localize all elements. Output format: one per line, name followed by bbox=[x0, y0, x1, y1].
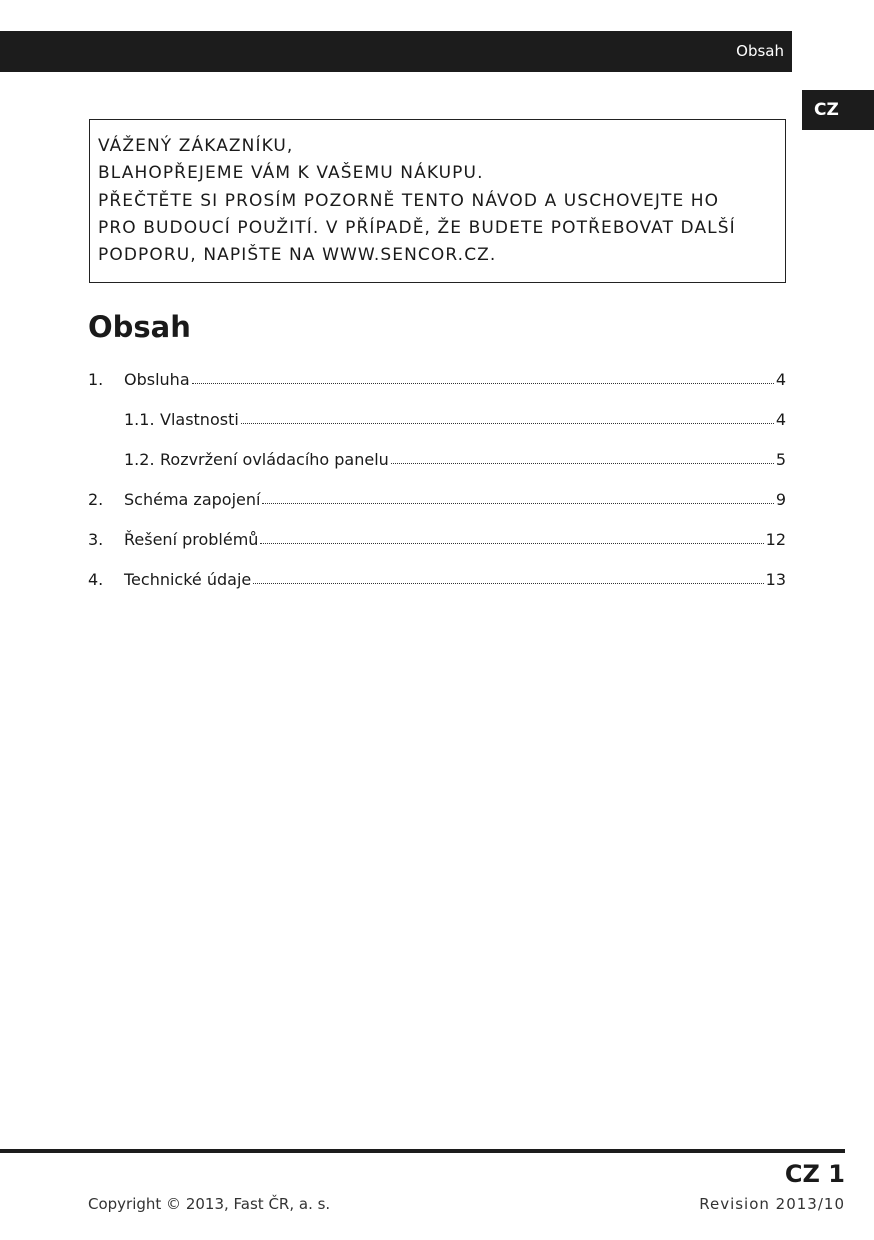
toc-entry-number: 3. bbox=[88, 530, 104, 549]
toc-leader-dots bbox=[262, 502, 773, 504]
toc-entry-page: 13 bbox=[765, 570, 786, 589]
toc-entry-number: 1.1. bbox=[124, 410, 155, 429]
toc-entry-schema[interactable] bbox=[88, 485, 786, 509]
toc-entry-reseni[interactable] bbox=[88, 525, 786, 549]
toc-entry-label: Rozvržení ovládacího panelu bbox=[160, 450, 389, 469]
toc-entry-label: Vlastnosti bbox=[160, 410, 239, 429]
toc-entry-number: 2. bbox=[88, 490, 104, 509]
toc-leader-dots bbox=[192, 382, 774, 384]
toc-entry-number: 4. bbox=[88, 570, 104, 589]
notice-line: BLAHOPŘEJEME VÁM K VAŠEMU NÁKUPU. bbox=[98, 163, 484, 184]
toc-entry-technicke[interactable] bbox=[88, 565, 786, 589]
toc-entry-number: 1. bbox=[88, 370, 104, 389]
revision-text: Revision 2013/10 bbox=[699, 1195, 845, 1213]
notice-line: VÁŽENÝ ZÁKAZNÍKU, bbox=[98, 136, 294, 156]
footer-divider bbox=[0, 1149, 845, 1153]
toc-entry-page: 4 bbox=[775, 410, 786, 429]
page-number: CZ 1 bbox=[784, 1160, 845, 1188]
toc-leader-dots bbox=[241, 422, 774, 424]
toc-entry-page: 4 bbox=[775, 370, 786, 389]
toc-entry-number: 1.2. bbox=[124, 450, 155, 469]
customer-notice bbox=[89, 119, 786, 283]
toc-leader-dots bbox=[253, 582, 763, 584]
toc-entry-label: Technické údaje bbox=[124, 570, 252, 589]
toc-entry-page: 12 bbox=[765, 530, 786, 549]
section-title: Obsah bbox=[736, 42, 784, 60]
toc-entry-label: Obsluha bbox=[124, 370, 190, 389]
copyright-text: Copyright © 2013, Fast ČR, a. s. bbox=[88, 1195, 331, 1213]
toc-entry-page: 9 bbox=[775, 490, 786, 509]
header-bar bbox=[0, 31, 792, 72]
toc-entry-vlastnosti[interactable] bbox=[124, 405, 786, 429]
notice-line: PŘEČTĚTE SI PROSÍM POZORNĚ TENTO NÁVOD A USCHOVEJTE HO bbox=[98, 190, 720, 211]
notice-line: PRO BUDOUCÍ POUŽITÍ. V PŘÍPADĚ, ŽE BUDETE POTŘEBOVAT DALŠÍ bbox=[98, 217, 736, 238]
toc-entry-obsluha[interactable] bbox=[88, 365, 786, 389]
toc-title: Obsah bbox=[88, 310, 191, 344]
toc-entry-label: Schéma zapojení bbox=[124, 490, 261, 509]
toc-leader-dots bbox=[260, 542, 763, 544]
language-tab: CZ bbox=[802, 90, 874, 130]
toc-leader-dots bbox=[391, 462, 774, 464]
toc-entry-rozvrzeni[interactable] bbox=[124, 445, 786, 469]
toc-entry-label: Řešení problémů bbox=[124, 530, 259, 549]
toc-entry-page: 5 bbox=[775, 450, 786, 469]
notice-line: PODPORU, NAPIŠTE NA WWW.SENCOR.CZ. bbox=[98, 245, 497, 266]
